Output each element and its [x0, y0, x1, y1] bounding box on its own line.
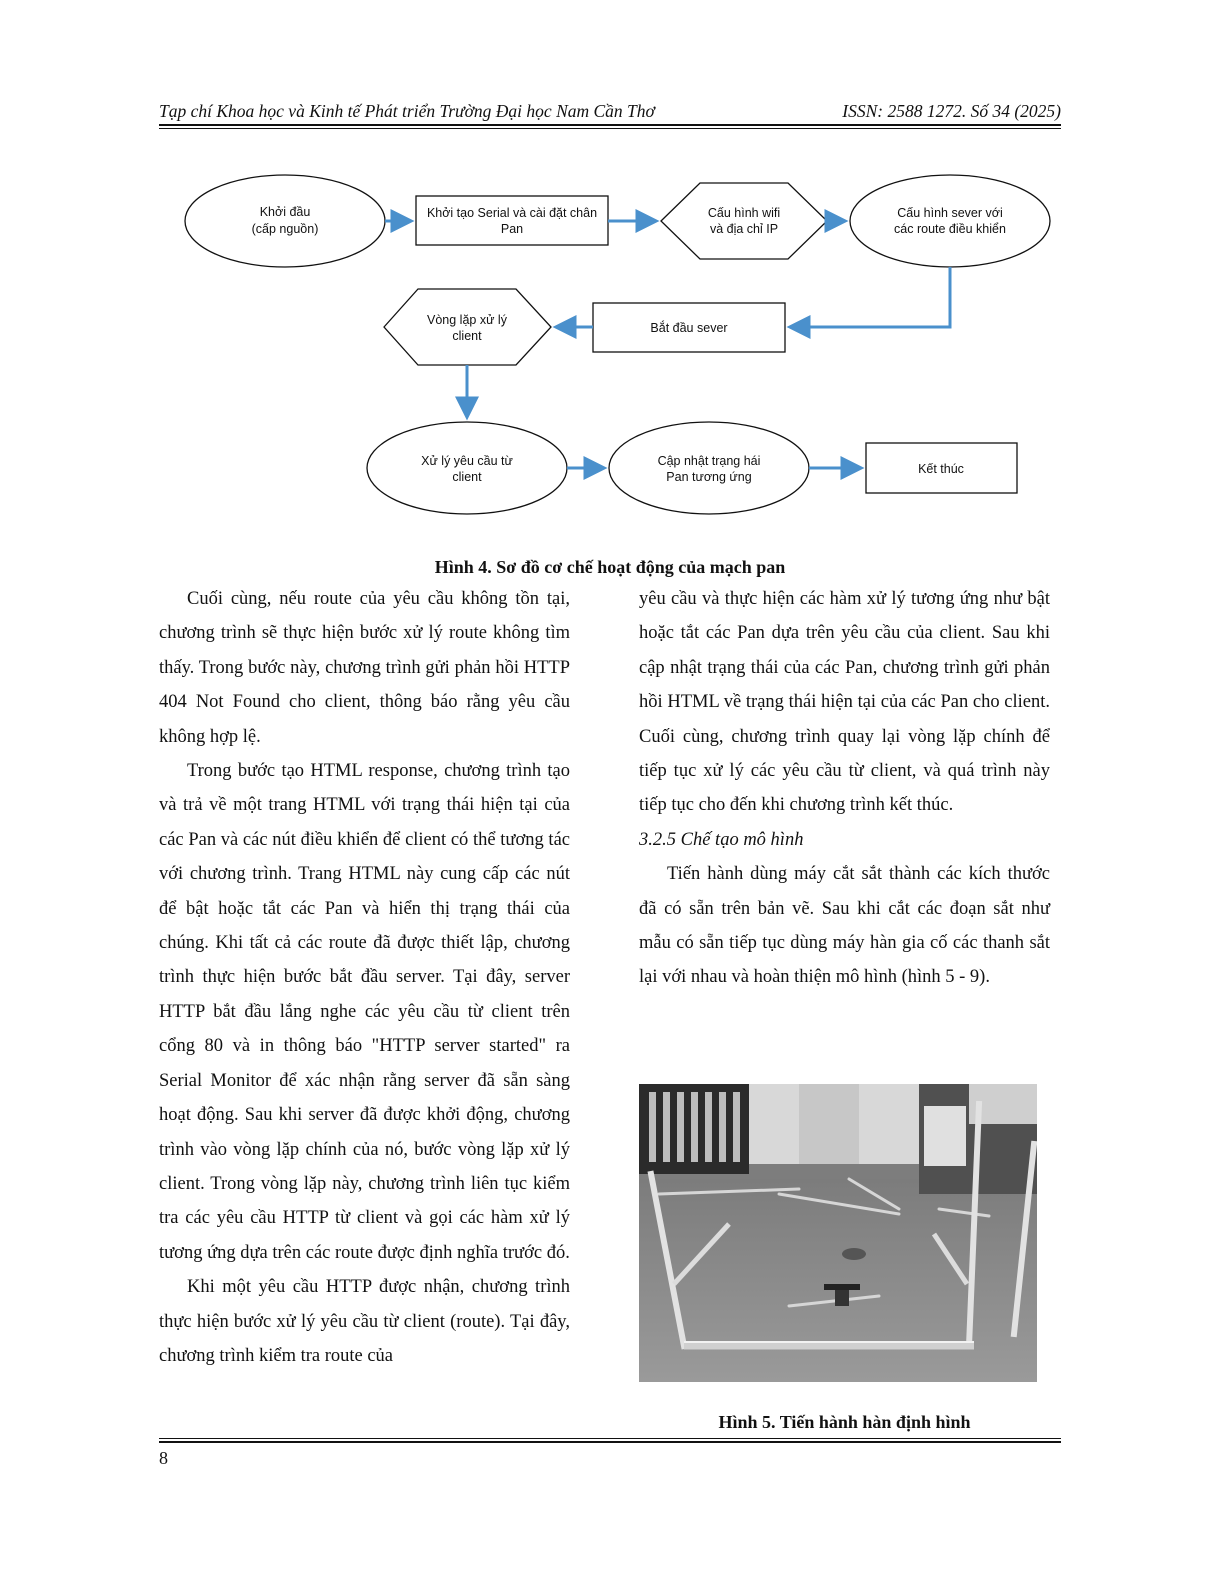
node-handle-request-shape: [367, 422, 567, 514]
flowchart-figure: [0, 0, 1225, 540]
welding-frame-photo: [639, 1084, 1037, 1382]
figure5-caption: Hình 5. Tiến hành hàn định hình: [718, 1412, 971, 1432]
node-update-state-line2: Pan tương ứng: [666, 470, 752, 484]
node-wifi-line1: Cấu hình wifi: [707, 206, 781, 220]
left-paragraph-1: Cuối cùng, nếu route của yêu cầu không tồn tại, chương trình sẽ thực hiện bước xử lý route không tìm thấy. Trong bước này, chương trình gửi phản hồi HTTP 404 Not Found cho client, thông báo rằng yêu cầu không hợp lệ.: [159, 589, 570, 747]
issn-issue: ISSN: 2588 1272. Số 34 (2025): [842, 101, 1061, 121]
node-init-serial-line1: Khởi tạo Serial và cài đặt chân: [426, 206, 598, 220]
figure4-caption: Hình 4. Sơ đồ cơ chế hoạt động của mạch pan: [434, 557, 786, 577]
node-update-state-shape: [609, 422, 809, 514]
node-start-line2: (cấp nguồn): [251, 222, 319, 236]
left-column: [159, 582, 570, 1373]
node-wifi-line2: và địa chỉ IP: [709, 222, 779, 236]
arrow-server-config-to-start-server: [791, 267, 950, 327]
node-start-server-label: Bắt đầu sever: [650, 321, 728, 335]
page-number: 8: [159, 1448, 168, 1468]
footer-rule-thin: [159, 1438, 1061, 1439]
node-server-config-shape: [850, 175, 1050, 267]
node-server-config-line2: các route điều khiển: [894, 222, 1006, 236]
journal-title: Tạp chí Khoa học và Kinh tế Phát triển Trường Đại học Nam Cần Thơ: [159, 101, 655, 121]
node-init-serial-shape: [416, 196, 608, 245]
left-paragraph-3: Khi một yêu cầu HTTP được nhận, chương trình thực hiện bước xử lý yêu cầu từ client (route). Tại đây, chương trình kiểm tra route của: [159, 1277, 570, 1366]
node-client-loop-shape: [384, 289, 551, 365]
node-end-label: Kết thúc: [918, 462, 964, 476]
node-server-config-line1: Cấu hình sever với: [897, 206, 1003, 220]
figure5-photo: [639, 1084, 1037, 1382]
right-paragraph-continuation: yêu cầu và thực hiện các hàm xử lý tương ứng như bật hoặc tắt các Pan dựa trên yêu cầu của client. Sau khi cập nhật trạng thái của các Pan, chương trình gửi phản hồi HTML về trạng thái hiện tại của các Pan cho client. Cuối cùng, chương trình quay lại vòng lặp chính để tiếp tục xử lý các yêu cầu từ client, và quá trình này tiếp tục cho đến khi chương trình kết thúc.: [639, 589, 1050, 816]
right-paragraph-section: Tiến hành dùng máy cắt sắt thành các kích thước đã có sẵn trên bản vẽ. Sau khi cắt các đoạn sắt như mẫu có sẵn tiếp tục dùng máy hàn gia cố các thanh sắt lại với nhau và hoàn thiện mô hình (hình 5 - 9).: [639, 864, 1050, 988]
node-start-shape: [185, 175, 385, 267]
right-column: [639, 582, 1050, 995]
node-update-state-line1: Cập nhật trạng hái: [657, 454, 761, 468]
footer-rule-thick: [159, 1441, 1061, 1443]
node-handle-request-line1: Xử lý yêu cầu từ: [421, 454, 513, 468]
left-paragraph-2: Trong bước tạo HTML response, chương trình tạo và trả về một trang HTML với trạng thái hiện tại của các Pan và các nút điều khiển để client có thể tương tác với chương trình. Trang HTML này cung cấp các nút để bật hoặc tắt các Pan và hiển thị trạng thái của chúng. Khi tất cả các route đã được thiết lập, chương trình thực hiện bước bắt đầu server. Tại đây, server HTTP bắt đầu lắng nghe các yêu cầu từ client trên cổng 80 và in thông báo "HTTP server started" ra Serial Monitor để xác nhận rằng server đã sẵn sàng hoạt động. Sau khi server đã được khởi động, chương trình vào vòng lặp chính của nó, bước vòng lặp xử lý client. Trong vòng lặp này, chương trình liên tục kiểm tra các yêu cầu HTTP từ client và gọi các hàm xử lý tương ứng dựa trên các route được định nghĩa trước đó.: [159, 761, 570, 1263]
node-client-loop-line2: client: [452, 329, 482, 343]
node-init-serial-line2: Pan: [500, 222, 524, 236]
node-wifi-shape: [661, 183, 827, 259]
section-heading: 3.2.5 Chế tạo mô hình: [639, 829, 804, 850]
node-start-line1: Khởi đầu: [259, 205, 311, 219]
node-client-loop-line1: Vòng lặp xử lý: [427, 313, 507, 327]
node-handle-request-line2: client: [452, 470, 482, 484]
